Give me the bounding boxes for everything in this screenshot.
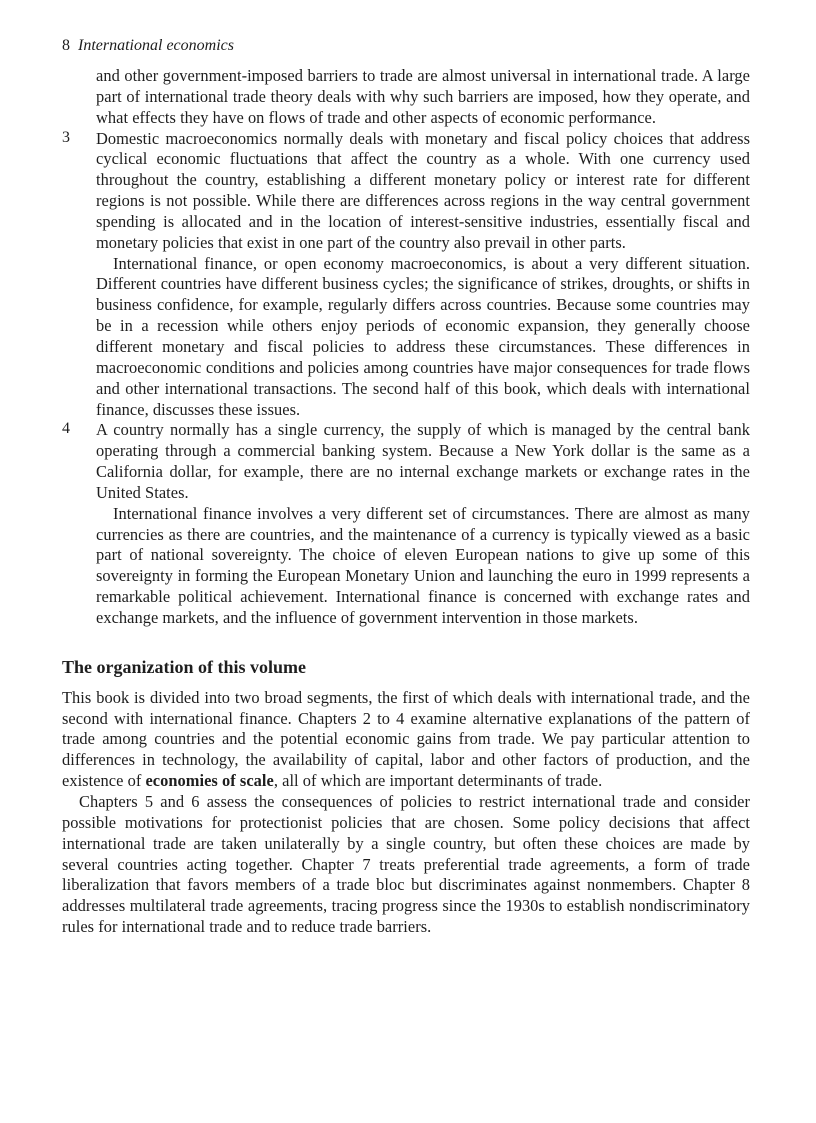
list-item-number: 4 [62, 420, 70, 438]
running-title: International economics [78, 37, 234, 54]
list-continuation-paragraph: and other government-imposed barriers to trade are almost universal in international trade. A large part of international trade theory deals with why such barriers are imposed, how they operate, and what effects they have on flows of trade and other aspects of economic performance. [96, 66, 750, 127]
section-heading: The organization of this volume [62, 656, 307, 677]
page-body [62, 66, 750, 938]
list-item-3 [62, 129, 750, 421]
list-item-paragraph: A country normally has a single currency, the supply of which is managed by the central bank operating through a commercial banking system. Because a New York dollar is the same as a California dollar, for example, there are no internal exchange markets or exchange rates in the United States. [96, 420, 750, 502]
paragraph-text: This book is divided into two broad segments, the first of which deals with international trade, and the second with international finance. Chapters 2 to 4 examine alternative explanations of the pattern of trade among countries and the potential economic gains from trade. We pay particular attention to differences in technology, the availability of capital, labor and other factors of production, and the existence of [62, 687, 750, 791]
paragraph-text: , all of which are important determinants of trade. [273, 771, 603, 791]
page-number: 8 [62, 37, 70, 54]
list-item-paragraph: International finance, or open economy macroeconomics, is about a very different situation. Different countries have different business cycles; the significance of strikes, droughts, or shifts in business confidence, for example, regularly differs across countries. Because some countries may be in a recession while others enjoy periods of economic expansion, they generally choose different monetary and fiscal policies to address these circumstances. These differences in macroeconomic conditions and policies among countries have major consequences for trade flows and other international transactions. The second half of this book, which deals with international finance, discusses these issues. [96, 253, 750, 419]
list-item-paragraph: Domestic macroeconomics normally deals with monetary and fiscal policy choices that address cyclical economic fluctuations that affect the country as a whole. With one currency used throughout the country, establishing a different monetary policy or interest rate for different regions is not possible. While there are differences across regions in the way central government spending is allocated and in the location of interest-sensitive industries, essentially fiscal and monetary policies that exist in one part of the country also prevail in other parts. [96, 128, 750, 252]
list-item-number: 3 [62, 128, 70, 146]
section-paragraph-2: Chapters 5 and 6 assess the consequences of policies to restrict international trade and consider possible motivations for protectionist policies that are chosen. Some policy decisions that affect international trade are taken unilaterally by a single country, but often these choices are made by several countries acting together. Chapter 7 treats preferential trade agreements, a form of trade liberalization that favors members of a trade bloc but discriminates against nonmembers. Chapter 8 addresses multilateral trade agreements, tracing progress since the 1930s to establish nondiscriminatory rules for international trade and to reduce trade barriers. [62, 792, 750, 937]
section-paragraph-1 [62, 688, 750, 792]
list-item-paragraph: International finance involves a very different set of circumstances. There are almost as many currencies as there are countries, and the maintenance of a currency is typically viewed as a basic part of national sovereignty. The choice of eleven European nations to give up some of this sovereignty in forming the European Monetary Union and launching the euro in 1999 represents a remarkable political achievement. International finance is concerned with exchange rates and exchange markets, and the influence of government intervention in those markets. [96, 503, 750, 627]
key-term: economies of scale [145, 771, 274, 791]
list-item-4 [62, 420, 750, 628]
running-header [62, 36, 234, 56]
